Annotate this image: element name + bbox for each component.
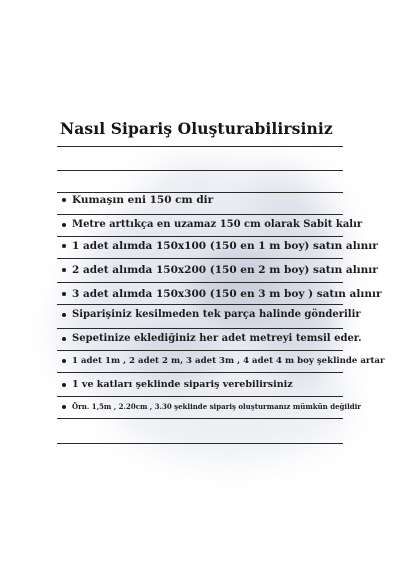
list-item-text: 2 adet alımda 150x200 (150 en 2 m boy) satın alınır (72, 264, 378, 276)
divider-line (57, 282, 343, 283)
divider-line (57, 236, 343, 237)
list-item (62, 240, 378, 252)
list-item (62, 309, 362, 320)
list-item-text: Siparişiniz kesilmeden tek parça halinde gönderilir (72, 309, 361, 320)
bullet-icon (62, 405, 66, 409)
list-item (62, 333, 362, 344)
bullet-icon (62, 268, 66, 272)
divider-line (57, 214, 343, 215)
divider-line (57, 372, 343, 373)
divider-line (57, 146, 343, 147)
list-item (62, 356, 385, 366)
bullet-icon (62, 337, 66, 341)
divider-line (57, 192, 343, 193)
list-item (62, 219, 362, 230)
list-item-text: Metre arttıkça en uzamaz 150 cm olarak Sabit kalır (72, 219, 363, 230)
divider-line (57, 418, 343, 419)
bullet-icon (62, 244, 66, 248)
list-item-text: Sepetinize eklediğiniz her adet metreyi temsil eder. (72, 333, 362, 344)
divider-line (57, 328, 343, 329)
bullet-icon (62, 313, 66, 317)
bullet-icon (62, 198, 66, 202)
list-item-text: 1 adet alımda 150x100 (150 en 1 m boy) satın alınır (72, 240, 378, 252)
bullet-icon (62, 383, 66, 387)
divider-line (57, 304, 343, 305)
list-item-text: 3 adet alımda 150x300 (150 en 3 m boy ) satın alınır (72, 288, 382, 300)
divider-line (57, 258, 343, 259)
divider-line (57, 443, 343, 444)
bullet-icon (62, 292, 66, 296)
list-item-text: Örn. 1,5m , 2.20cm , 3.30 şeklinde sipariş oluşturmanız mümkün değildir (72, 402, 361, 411)
list-item (62, 264, 378, 276)
list-item-text: 1 adet 1m , 2 adet 2 m, 3 adet 3m , 4 adet 4 m boy şeklinde artar (72, 356, 385, 366)
list-item (62, 288, 382, 300)
divider-line (57, 350, 343, 351)
page-title: Nasıl Sipariş Oluşturabilirsiniz (60, 119, 333, 138)
divider-line (57, 170, 343, 171)
list-item-text: Kumaşın eni 150 cm dir (72, 194, 214, 206)
bullet-icon (62, 359, 66, 363)
list-item (62, 194, 362, 206)
bullet-icon (62, 223, 66, 227)
list-item-text: 1 ve katları şeklinde sipariş verebilirsiniz (72, 379, 293, 390)
divider-line (57, 396, 343, 397)
list-item (62, 379, 362, 390)
list-item (62, 402, 362, 411)
